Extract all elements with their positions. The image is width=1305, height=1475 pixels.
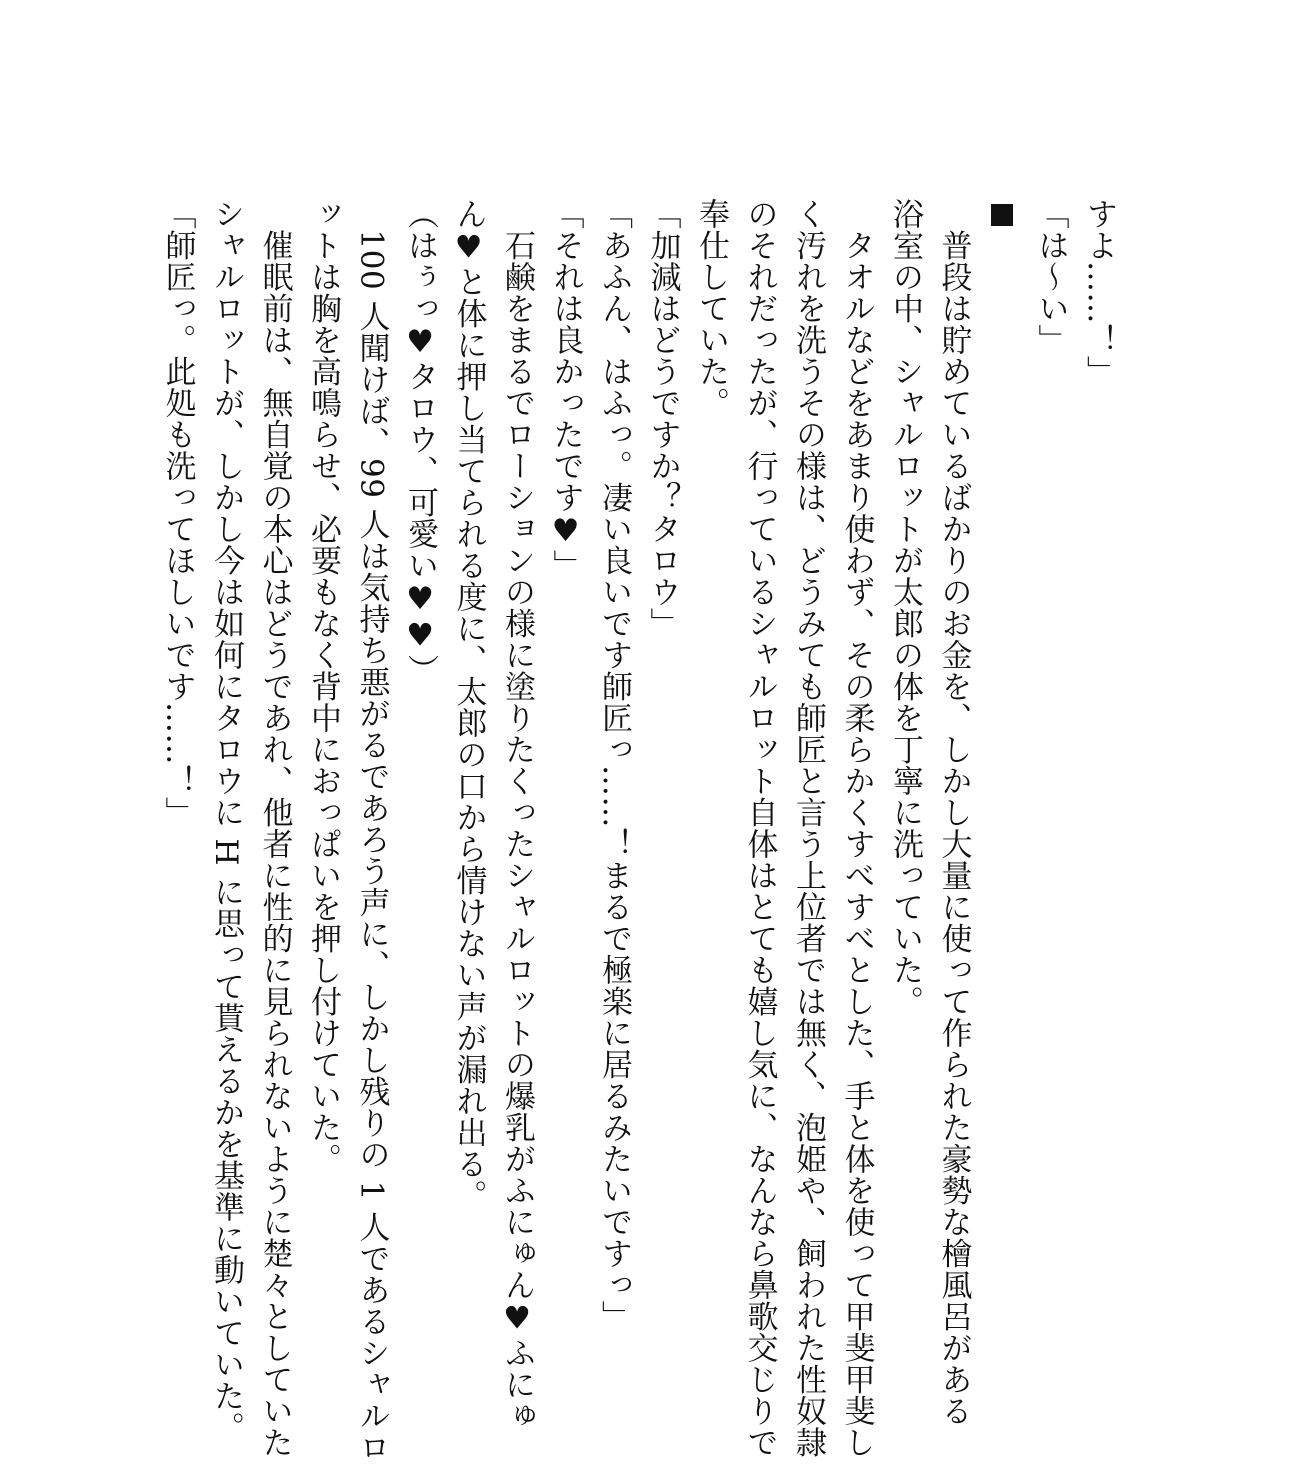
text-line: タオルなどをあまり使わず、その柔らかくすべすべとした、手と体を使って甲斐甲斐し: [838, 198, 875, 1458]
text-line: く汚れを洗うその様は、どうみても師匠と言う上位者では無く、泡姫や、飼われた性奴隷: [790, 198, 826, 1458]
text-line: 奉仕していた。: [693, 198, 729, 419]
text-line: すよ……！」: [1081, 198, 1117, 387]
text-line: 「加減はどうですか？タロウ」: [644, 198, 681, 639]
text-line: ットは胸を高鳴らせ、必要もなく背中におっぱいを押し付けていた。: [305, 198, 341, 1175]
text-line: のそれだったが、行っているシャルロット自体はとても嬉し気に、なんなら鼻歌交じりで: [741, 198, 778, 1458]
scene-break-marker: [991, 204, 1013, 226]
text-line: 浴室の中、シャルロットが太郎の体を丁寧に洗っていた。: [887, 198, 923, 1017]
text-line: 100 人聞けば、99 人は気持ち悪がるであろう声に、しかし残りの 1 人であるシャルロ: [353, 198, 390, 1464]
text-line: 「師匠っ。此処も洗ってほしいです……！」: [159, 198, 196, 828]
text-line: 催眠前は、無自覚の本心はどうであれ、他者に性的に見られないように楚々としていた: [256, 198, 293, 1458]
text-line: （はぅっ♥タロウ、可愛い♥♥）: [402, 198, 438, 686]
text-line: 石鹸をまるでローションの様に塗りたくったシャルロットの爆乳がふにゅん♥ふにゅ: [499, 198, 535, 1432]
text-line: 「あふん、はふっ。凄い良いです師匠っ……！まるで極楽に居るみたいですっ」: [596, 198, 632, 1332]
text-line: シャルロットが、しかし今は如何にタロウに H に思って貰えるかを基準に動いていた。: [208, 198, 244, 1444]
text-line: 「それは良かったです♥」: [547, 198, 584, 581]
text-line: 「は～い」: [1032, 198, 1069, 356]
vertical-text-body: [153, 198, 1123, 1464]
scene-break-line: [978, 198, 1027, 1348]
text-line: ん♥と体に押し当てられる度に、太郎の口から情けない声が漏れ出る。: [450, 198, 487, 1211]
text-line: 普段は貯めているばかりのお金を、しかし大量に使って作られた豪勢な檜風呂がある: [935, 198, 972, 1427]
